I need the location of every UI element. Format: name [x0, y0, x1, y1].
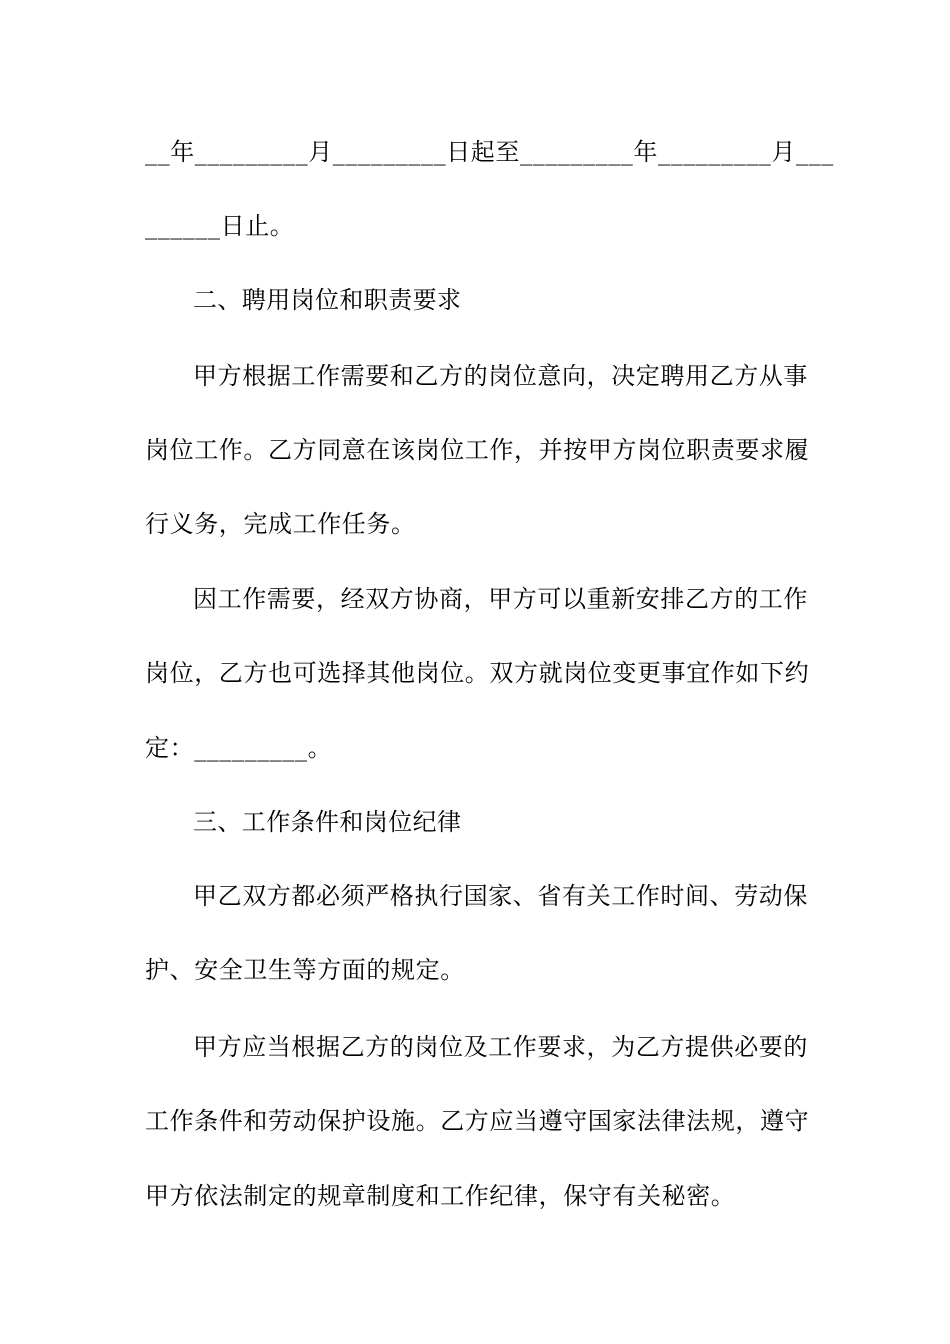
paragraph-line: 行义务，完成工作任务。 [145, 510, 416, 538]
section-heading-3: 三、工作条件和岗位纪律 [193, 808, 462, 836]
paragraph-line: 工作条件和劳动保护设施。乙方应当遵守国家法律法规，遵守 [145, 1107, 810, 1135]
paragraph-line: 岗位工作。乙方同意在该岗位工作，并按甲方岗位职责要求履 [145, 436, 810, 464]
paragraph-line: 护、安全卫生等方面的规定。 [145, 956, 465, 984]
paragraph-line: 甲方依法制定的规章制度和工作纪律，保守有关秘密。 [145, 1182, 736, 1210]
term-dates-line: __年_________月_________日起至_________年_________月___ [145, 138, 834, 166]
paragraph-line: 甲乙双方都必须严格执行国家、省有关工作时间、劳动保 [193, 882, 808, 910]
paragraph-line: 甲方应当根据乙方的岗位及工作要求，为乙方提供必要的 [193, 1033, 808, 1061]
paragraph-line: 岗位，乙方也可选择其他岗位。双方就岗位变更事宜作如下约 [145, 659, 810, 687]
paragraph-line: 定：_________。 [145, 734, 333, 762]
section-heading-2: 二、聘用岗位和职责要求 [193, 286, 462, 314]
paragraph-line: 甲方根据工作需要和乙方的岗位意向，决定聘用乙方从事 [193, 362, 808, 390]
term-dates-line-end: ______日止。 [145, 212, 295, 240]
paragraph-line: 因工作需要，经双方协商，甲方可以重新安排乙方的工作 [193, 585, 808, 613]
